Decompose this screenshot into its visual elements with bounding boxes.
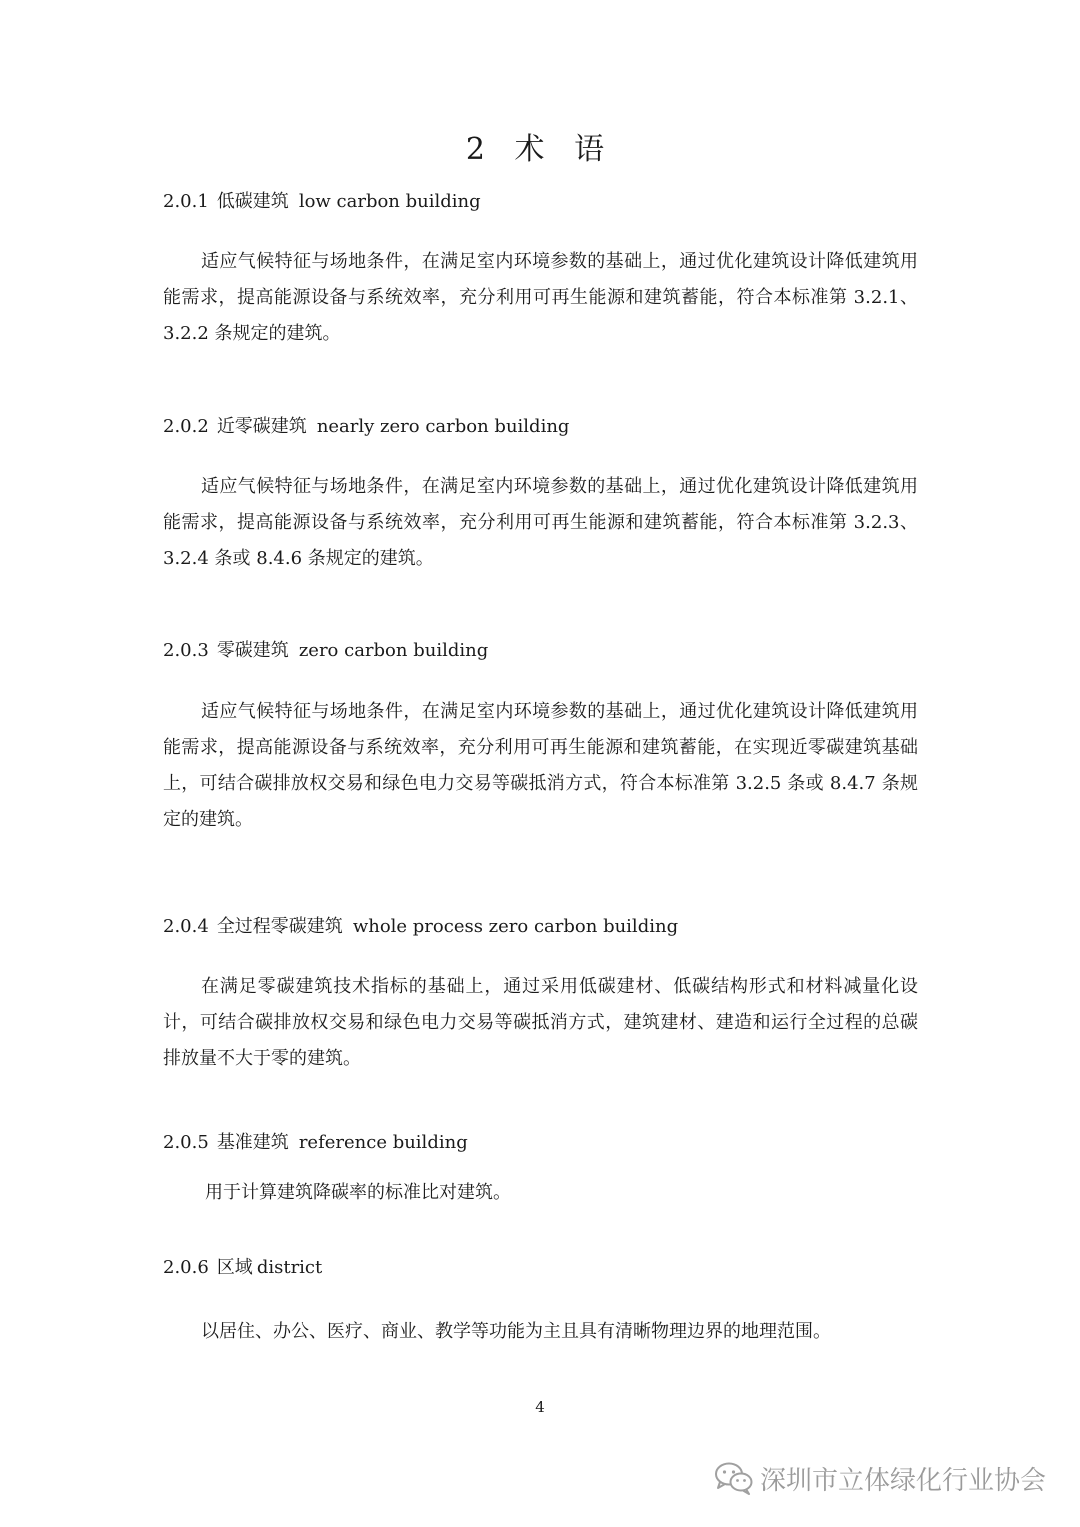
term-number: 2.0.6 (163, 1257, 209, 1278)
term-heading (163, 636, 488, 666)
term-number: 2.0.3 (163, 640, 209, 661)
term-number: 2.0.4 (163, 916, 209, 937)
term-heading (163, 1253, 322, 1283)
page-title: 2 术 语 (465, 132, 615, 167)
watermark-text: 深圳市立体绿化行业协会 (759, 1465, 1046, 1496)
term-definition: 适应气候特征与场地条件，在满足室内环境参数的基础上，通过优化建筑设计降低建筑用能需求，提高能源设备与系统效率，充分利用可再生能源和建筑蓄能，在实现近零碳建筑基础上，可结合碳排放权交易和绿色电力交易等碳抵消方式，符合本标准第 3.2.5 条或 8.4.7 条规定的建筑。 (163, 701, 918, 830)
term-heading (163, 412, 569, 442)
page-number: 4 (535, 1398, 545, 1416)
term-zh: 区域 (216, 1257, 253, 1278)
term-definition: 以居住、办公、医疗、商业、教学等功能为主且具有清晰物理边界的地理范围。 (201, 1321, 831, 1342)
term-definition: 适应气候特征与场地条件，在满足室内环境参数的基础上，通过优化建筑设计降低建筑用能需求，提高能源设备与系统效率，充分利用可再生能源和建筑蓄能，符合本标准第 3.2.3、3.2.4 条或 8.4.6 条规定的建筑。 (163, 476, 918, 569)
wechat-icon (714, 1461, 754, 1495)
term-number: 2.0.5 (163, 1132, 209, 1153)
term-zh: 全过程零碳建筑 (216, 916, 343, 937)
term-en: nearly zero carbon building (316, 416, 570, 437)
term-number: 2.0.1 (163, 191, 209, 212)
term-number: 2.0.2 (163, 416, 209, 437)
term-en: district (256, 1257, 323, 1278)
term-heading (163, 912, 678, 942)
term-zh: 基准建筑 (216, 1132, 289, 1153)
term-heading (163, 1128, 468, 1158)
watermark (714, 1456, 1046, 1500)
term-definition: 在满足零碳建筑技术指标的基础上，通过采用低碳建材、低碳结构形式和材料减量化设计，可结合碳排放权交易和绿色电力交易等碳抵消方式，建筑建材、建造和运行全过程的总碳排放量不大于零的建筑。 (163, 976, 918, 1069)
term-zh: 零碳建筑 (216, 640, 289, 661)
term-en: reference building (298, 1132, 468, 1153)
term-definition: 用于计算建筑降碳率的标准比对建筑。 (205, 1182, 511, 1203)
term-definition: 适应气候特征与场地条件，在满足室内环境参数的基础上，通过优化建筑设计降低建筑用能需求，提高能源设备与系统效率，充分利用可再生能源和建筑蓄能，符合本标准第 3.2.1、3.2.2 条规定的建筑。 (163, 251, 918, 344)
term-zh: 近零碳建筑 (216, 416, 307, 437)
term-en: low carbon building (298, 191, 481, 212)
term-en: whole process zero carbon building (352, 916, 679, 937)
term-heading (163, 187, 481, 217)
term-en: zero carbon building (298, 640, 489, 661)
term-zh: 低碳建筑 (216, 191, 289, 212)
